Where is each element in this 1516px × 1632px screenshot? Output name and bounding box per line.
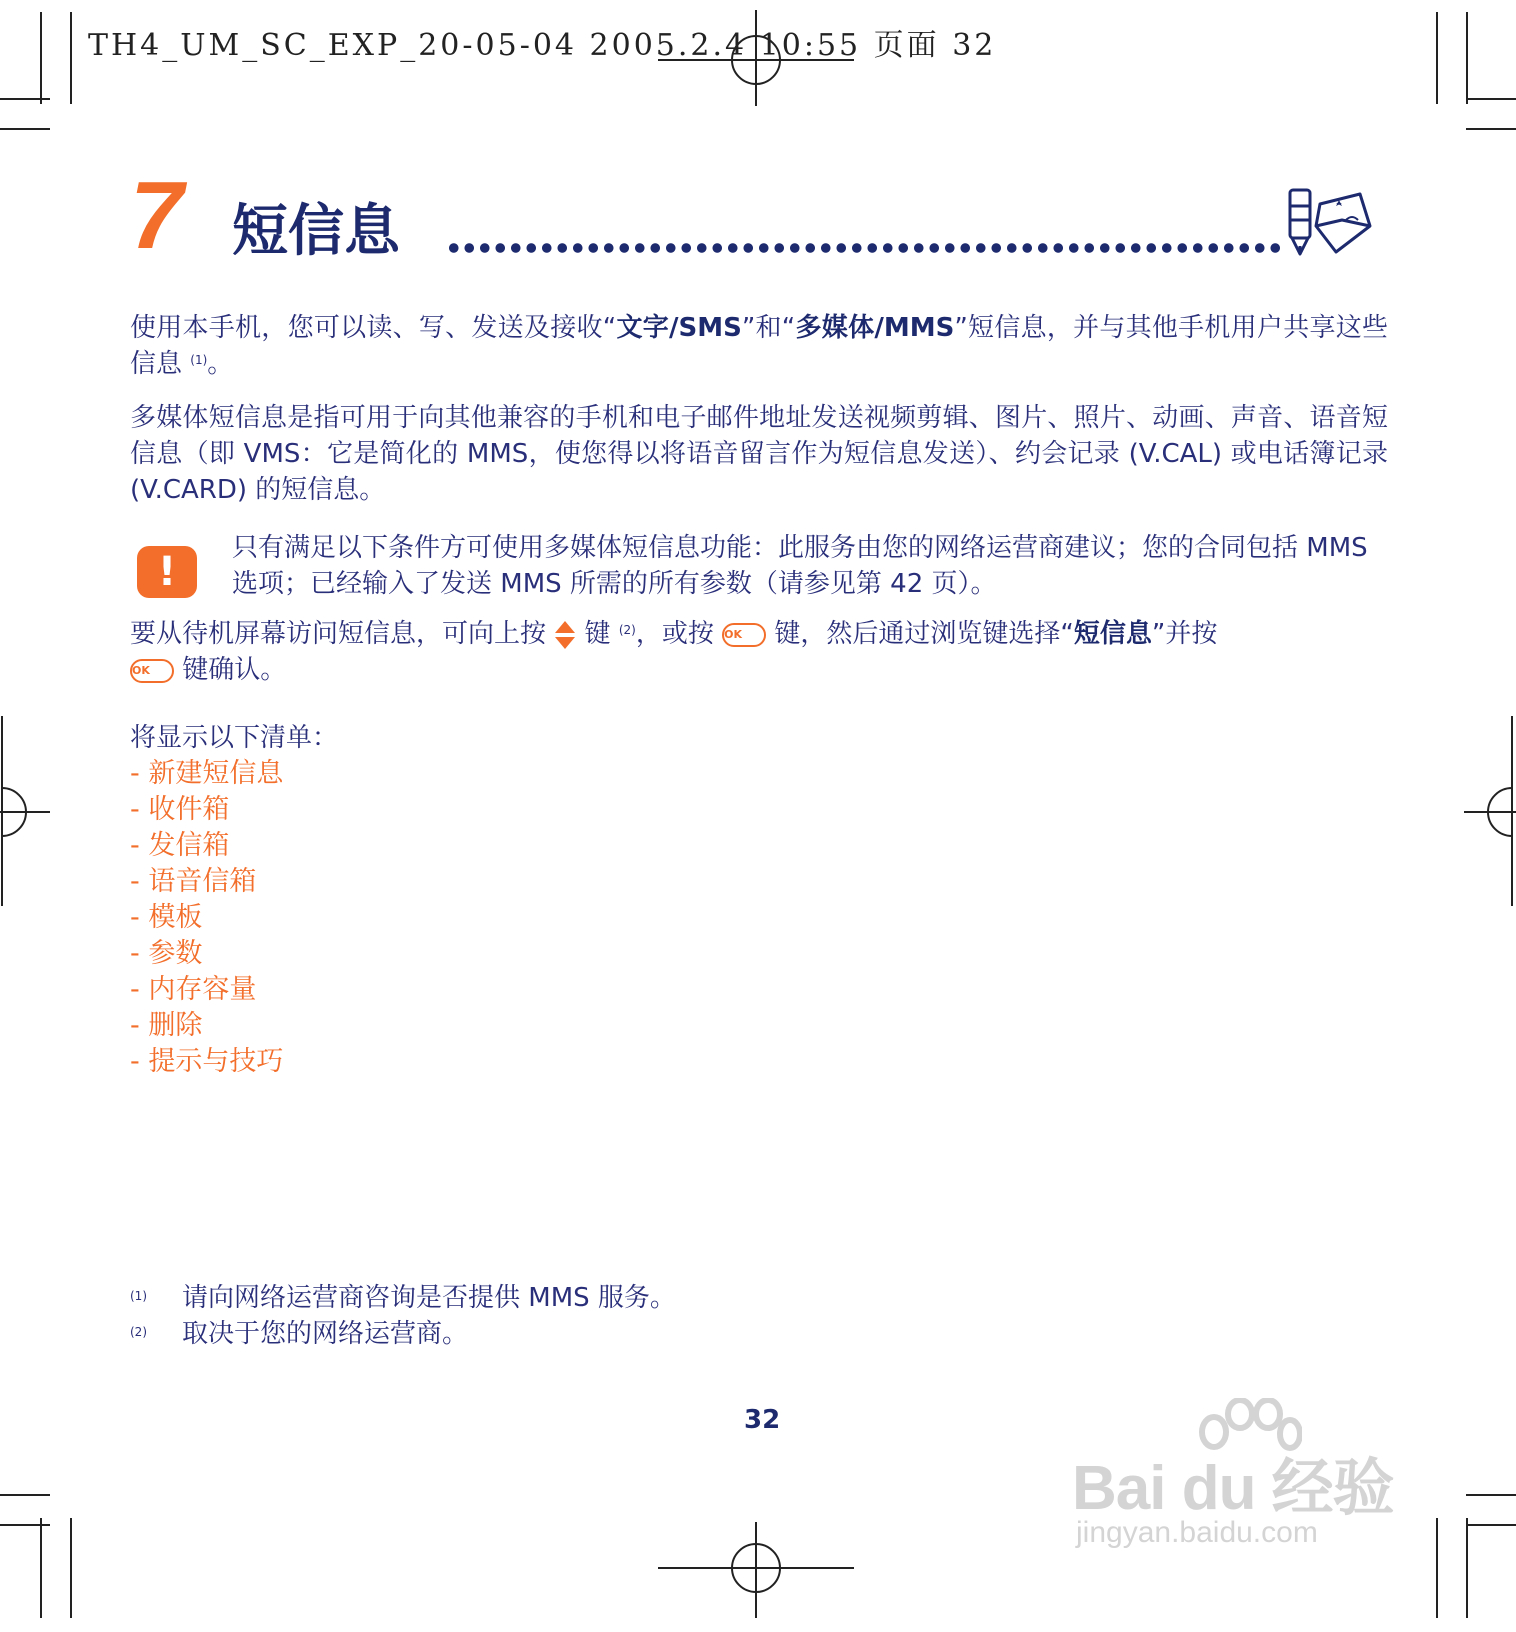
menu-item-memory: - 内存容量 [130,974,257,1005]
menu-item-new-message: - 新建短信息 [130,758,284,789]
footnote-2: (2) 取决于您的网络运营商。 [130,1319,469,1349]
menu-item-voicemail: - 语音信箱 [130,866,257,897]
list-intro: 将显示以下清单： [130,723,339,753]
menu-item-outbox: - 发信箱 [130,830,230,861]
footnote-ref-2: (2) [618,623,636,637]
intro-paragraph: 使用本手机，您可以读、写、发送及接收“文字/SMS”和“多媒体/MMS”短信息，并与其他手机用户共享这些信息 $^{(1)}$。 [130,313,1388,379]
warning-text: 只有满足以下条件方可使用多媒体短信息功能：此服务由您的网络运营商建议；您的合同包括 MMS 选项；已经输入了发送 MMS 所需的所有参数（请参见第 42 页）。 [232,533,1368,599]
menu-list [130,756,283,1080]
registration-mark-right [1464,716,1516,906]
warning-icon: ! [137,546,197,598]
messages-label: 短信息 [1073,619,1152,649]
nav-up-down-icon [554,621,576,649]
ok-key-icon: OK [130,659,174,683]
mms-label: 多媒体/MMS [795,313,955,343]
menu-item-templates: - 模板 [130,902,203,933]
registration-mark-bottom [656,1518,856,1618]
sms-label: 文字/SMS [616,313,742,343]
ok-key-icon: OK [722,623,766,647]
watermark-url: jingyan.baidu.com [1076,1516,1318,1549]
pen-and-envelope-icon [1286,186,1372,262]
footnote-1: (1) 请向网络运营商咨询是否提供 MMS 服务。 [130,1283,676,1313]
chapter-number: 7 [130,162,184,269]
page-number: 32 [744,1405,781,1435]
menu-item-inbox: - 收件箱 [130,794,230,825]
registration-mark-left [0,716,52,906]
dot-leader [446,238,1286,258]
mms-description: 多媒体短信息是指可用于向其他兼容的手机和电子邮件地址发送视频剪辑、图片、照片、动画、声音、语音短信息（即 VMS：它是简化的 MMS，使您得以将语音留言作为短信息发送）、约会记录 (V.CAL) 或电话簿记录 (V.CARD) 的短信息。 [130,403,1388,505]
footnote-ref-1: (1) [190,353,208,367]
menu-item-tips: - 提示与技巧 [130,1046,284,1077]
print-header: TH4_UM_SC_EXP_20-05-04 2005.2.4 10:55 页面 32 [88,28,997,63]
watermark [1072,1398,1442,1568]
menu-item-settings: - 参数 [130,938,203,969]
access-paragraph: 要从待机屏幕访问短信息，可向上按 键 $^{(2)}$，或按 OK 键，然后通过浏览键选择“短信息”并按 OK 键确认。 [130,619,1218,685]
watermark-brand: Bai du 经验 [1072,1454,1394,1523]
chapter-title: 短信息 [232,199,400,264]
menu-item-delete: - 删除 [130,1010,203,1041]
registration-mark-top [656,10,856,110]
